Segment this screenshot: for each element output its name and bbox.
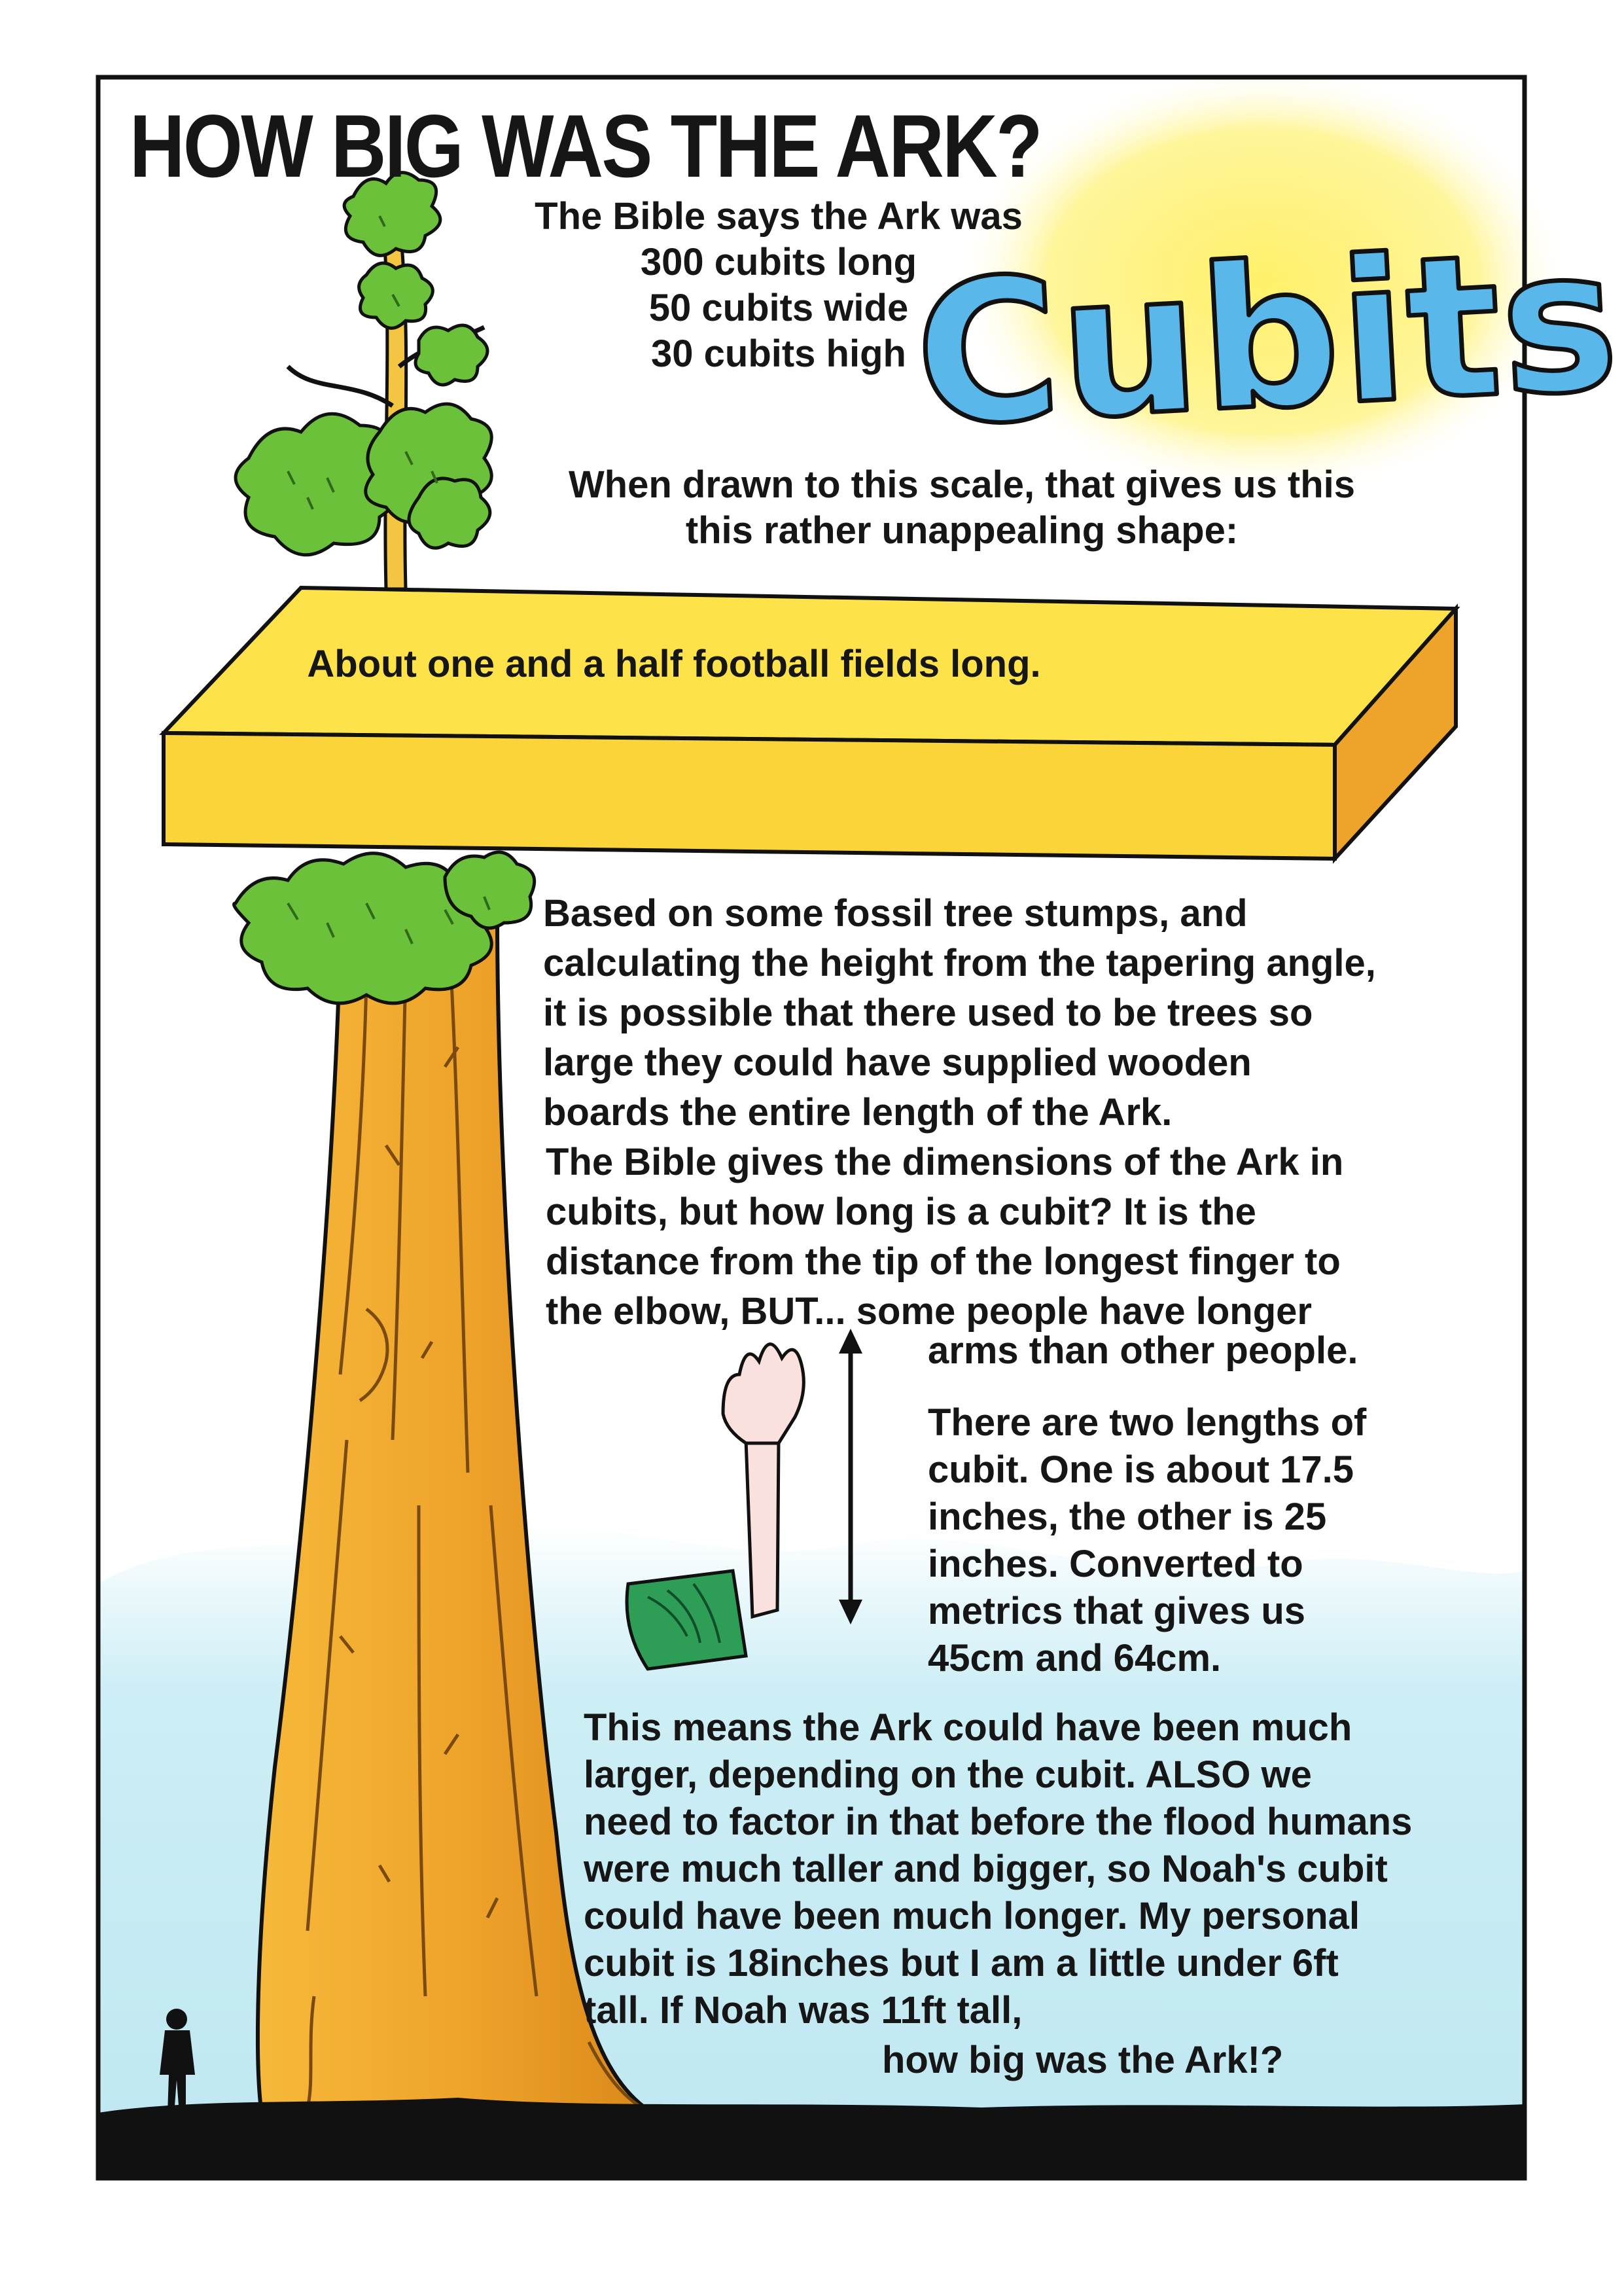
cubit-definition-paragraph-end: arms than other people. [928, 1329, 1358, 1372]
larger-ark-paragraph: This means the Ark could have been much larger, depending on the cubit. ALSO we need to factor in that before the flood humans were much taller and bigger, so Noah's cubit could have been much longer. My personal cubit is 18inches but I am a little under 6ft tall. If Noah was 11ft tall, [584, 1706, 1413, 2032]
cubits-logo: Cubits [909, 206, 1623, 471]
closing-question: how big was the Ark!? [882, 2039, 1284, 2081]
upper-tree [236, 173, 491, 589]
fossil-trees-paragraph: Based on some fossil tree stumps, and calculating the height from the tapering angle, it is possible that there used to be trees so large they could have supplied wooden boards the entire length of the Ark. [543, 892, 1376, 1134]
cubit-definition-paragraph: The Bible gives the dimensions of the Ark in cubits, but how long is a cubit? It is the distance from the tip of the longest finger to the elbow, BUT... some people have longer [546, 1141, 1344, 1333]
intro-text: The Bible says the Ark was 300 cubits long 50 cubits wide 30 cubits high [535, 195, 1023, 375]
ark-shape [164, 588, 1456, 859]
ground [98, 2098, 1525, 2178]
ark-size-label: About one and a half football fields long. [307, 643, 1041, 685]
page-title: HOW BIG WAS THE ARK? [130, 96, 1041, 196]
cubit-lengths-paragraph: There are two lengths of cubit. One is about 17.5 inches, the other is 25 inches. Converted to metrics that gives us 45cm and 64cm. [928, 1401, 1367, 1679]
scale-note: When drawn to this scale, that gives us this this rather unappealing shape: [568, 463, 1356, 552]
